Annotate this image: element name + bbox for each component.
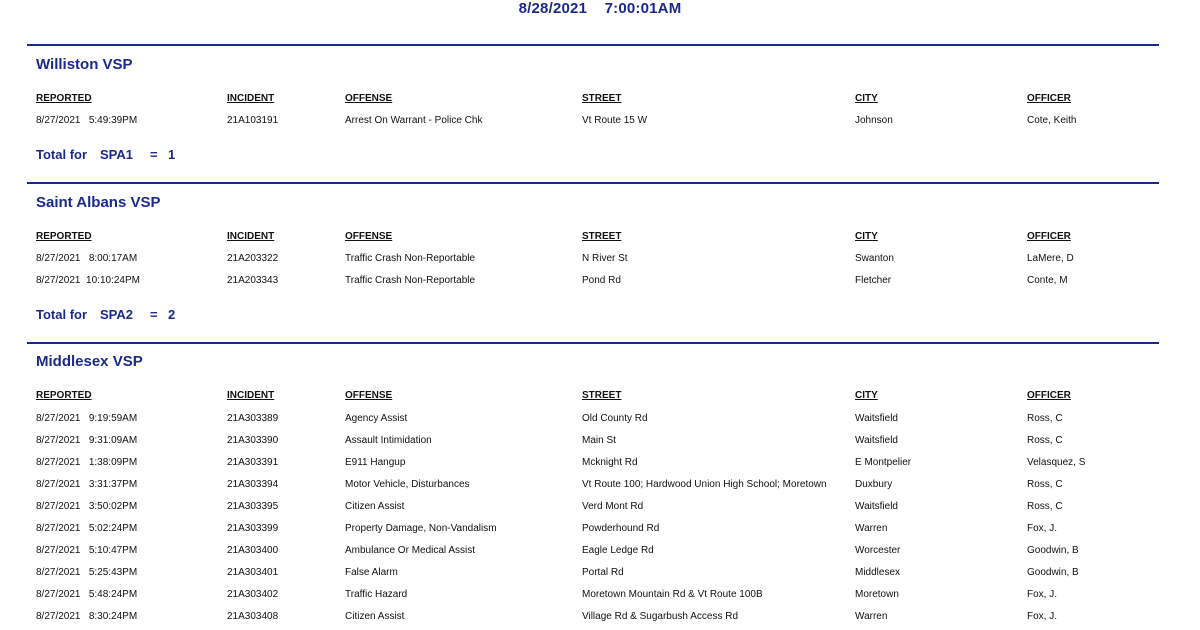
cell-reported: 8/27/2021 5:48:24PM <box>36 589 138 600</box>
total-code: SPA1 <box>100 147 133 162</box>
section-divider <box>27 44 1159 46</box>
cell-incident: 21A303390 <box>227 435 279 446</box>
header-reported: REPORTED <box>36 93 92 104</box>
cell-offense: False Alarm <box>345 567 398 578</box>
cell-city: Worcester <box>855 545 901 556</box>
table-row <box>0 611 1200 625</box>
cell-reported: 8/27/2021 3:31:37PM <box>36 479 138 490</box>
table-row <box>0 457 1200 471</box>
header-officer: OFFICER <box>1027 93 1071 104</box>
cell-reported: 8/27/2021 5:25:43PM <box>36 567 138 578</box>
cell-reported: 8/27/2021 3:50:02PM <box>36 501 138 512</box>
cell-incident: 21A303395 <box>227 501 279 512</box>
cell-offense: Traffic Crash Non-Reportable <box>345 275 476 286</box>
cell-city: Waitsfield <box>855 501 898 512</box>
cell-street: Old County Rd <box>582 413 648 424</box>
cell-officer: Ross, C <box>1027 479 1063 490</box>
cell-incident: 21A303401 <box>227 567 279 578</box>
header-reported: REPORTED <box>36 231 92 242</box>
cell-officer: Conte, M <box>1027 275 1068 286</box>
cell-incident: 21A303394 <box>227 479 279 490</box>
cell-officer: Ross, C <box>1027 413 1063 424</box>
cell-reported: 8/27/2021 1:38:09PM <box>36 457 138 468</box>
table-row <box>0 275 1200 289</box>
cell-city: Warren <box>855 611 888 622</box>
section-title-saint-albans: Saint Albans VSP <box>36 194 161 211</box>
cell-street: Moretown Mountain Rd & Vt Route 100B <box>582 589 763 600</box>
cell-officer: Velasquez, S <box>1027 457 1086 468</box>
section-title-williston: Williston VSP <box>36 56 133 73</box>
header-officer: OFFICER <box>1027 231 1071 242</box>
section-divider <box>27 342 1159 344</box>
cell-incident: 21A303402 <box>227 589 279 600</box>
cell-incident: 21A203343 <box>227 275 279 286</box>
cell-street: Village Rd & Sugarbush Access Rd <box>582 611 739 622</box>
header-offense: OFFENSE <box>345 93 393 104</box>
cell-reported: 8/27/2021 9:31:09AM <box>36 435 138 446</box>
cell-offense: Citizen Assist <box>345 611 405 622</box>
cell-offense: Citizen Assist <box>345 501 405 512</box>
table-row <box>0 479 1200 493</box>
cell-reported: 8/27/2021 5:02:24PM <box>36 523 138 534</box>
cell-reported: 8/27/2021 10:10:24PM <box>36 275 140 286</box>
cell-street: Mcknight Rd <box>582 457 638 468</box>
cell-reported: 8/27/2021 5:49:39PM <box>36 115 138 126</box>
header-city: CITY <box>855 231 878 242</box>
cell-officer: Fox, J. <box>1027 611 1058 622</box>
cell-offense: Motor Vehicle, Disturbances <box>345 479 470 490</box>
cell-incident: 21A303408 <box>227 611 279 622</box>
cell-officer: Goodwin, B <box>1027 567 1079 578</box>
column-header-row <box>0 93 1200 107</box>
cell-offense: Property Damage, Non-Vandalism <box>345 523 497 534</box>
header-offense: OFFENSE <box>345 231 393 242</box>
header-incident: INCIDENT <box>227 93 275 104</box>
cell-street: Vt Route 100; Hardwood Union High School; Moretown <box>582 479 827 490</box>
cell-street: Powderhound Rd <box>582 523 660 534</box>
cell-officer: Cote, Keith <box>1027 115 1077 126</box>
table-row <box>0 435 1200 449</box>
header-street: STREET <box>582 231 622 242</box>
cell-incident: 21A103191 <box>227 115 279 126</box>
table-row <box>0 545 1200 559</box>
cell-city: Johnson <box>855 115 893 126</box>
cell-offense: Assault Intimidation <box>345 435 432 446</box>
cell-street: Eagle Ledge Rd <box>582 545 654 556</box>
cell-reported: 8/27/2021 8:00:17AM <box>36 253 138 264</box>
cell-city: E Montpelier <box>855 457 912 468</box>
cell-offense: Traffic Hazard <box>345 589 408 600</box>
cell-reported: 8/27/2021 8:30:24PM <box>36 611 138 622</box>
report-datetime: 8/28/2021 7:00:01AM <box>518 0 682 17</box>
total-label: Total for <box>36 147 88 162</box>
table-row <box>0 523 1200 537</box>
cell-street: Portal Rd <box>582 567 624 578</box>
cell-city: Swanton <box>855 253 894 264</box>
cell-incident: 21A303399 <box>227 523 279 534</box>
total-equals: = <box>150 147 158 162</box>
header-city: CITY <box>855 93 878 104</box>
header-officer: OFFICER <box>1027 390 1071 401</box>
header-street: STREET <box>582 390 622 401</box>
cell-offense: E911 Hangup <box>345 457 406 468</box>
column-header-row <box>0 390 1200 404</box>
cell-city: Middlesex <box>855 567 901 578</box>
cell-incident: 21A203322 <box>227 253 279 264</box>
cell-offense: Traffic Crash Non-Reportable <box>345 253 476 264</box>
cell-officer: LaMere, D <box>1027 253 1074 264</box>
table-row <box>0 413 1200 427</box>
cell-officer: Ross, C <box>1027 435 1063 446</box>
cell-incident: 21A303400 <box>227 545 279 556</box>
cell-officer: Fox, J. <box>1027 523 1058 534</box>
cell-reported: 8/27/2021 9:19:59AM <box>36 413 138 424</box>
cell-city: Moretown <box>855 589 899 600</box>
header-offense: OFFENSE <box>345 390 393 401</box>
header-reported: REPORTED <box>36 390 92 401</box>
table-row <box>0 115 1200 129</box>
cell-street: Main St <box>582 435 616 446</box>
header-incident: INCIDENT <box>227 390 275 401</box>
cell-city: Warren <box>855 523 888 534</box>
cell-officer: Ross, C <box>1027 501 1063 512</box>
table-row <box>0 567 1200 581</box>
cell-officer: Fox, J. <box>1027 589 1058 600</box>
cell-street: Vt Route 15 W <box>582 115 648 126</box>
cell-officer: Goodwin, B <box>1027 545 1079 556</box>
total-count: 1 <box>168 147 176 162</box>
total-code: SPA2 <box>100 307 133 322</box>
cell-offense: Ambulance Or Medical Assist <box>345 545 476 556</box>
total-equals: = <box>150 307 158 322</box>
table-row <box>0 589 1200 603</box>
table-row <box>0 253 1200 267</box>
cell-street: Verd Mont Rd <box>582 501 644 512</box>
cell-street: Pond Rd <box>582 275 621 286</box>
table-row <box>0 501 1200 515</box>
total-count: 2 <box>168 307 176 322</box>
cell-city: Waitsfield <box>855 413 898 424</box>
total-label: Total for <box>36 307 88 322</box>
column-header-row <box>0 231 1200 245</box>
header-city: CITY <box>855 390 878 401</box>
cell-offense: Arrest On Warrant - Police Chk <box>345 115 483 126</box>
cell-incident: 21A303389 <box>227 413 279 424</box>
cell-city: Waitsfield <box>855 435 898 446</box>
section-title-middlesex: Middlesex VSP <box>36 353 143 370</box>
cell-city: Duxbury <box>855 479 893 490</box>
cell-reported: 8/27/2021 5:10:47PM <box>36 545 138 556</box>
cell-city: Fletcher <box>855 275 892 286</box>
cell-street: N River St <box>582 253 628 264</box>
header-street: STREET <box>582 93 622 104</box>
section-divider <box>27 182 1159 184</box>
cell-incident: 21A303391 <box>227 457 279 468</box>
cell-offense: Agency Assist <box>345 413 408 424</box>
header-incident: INCIDENT <box>227 231 275 242</box>
